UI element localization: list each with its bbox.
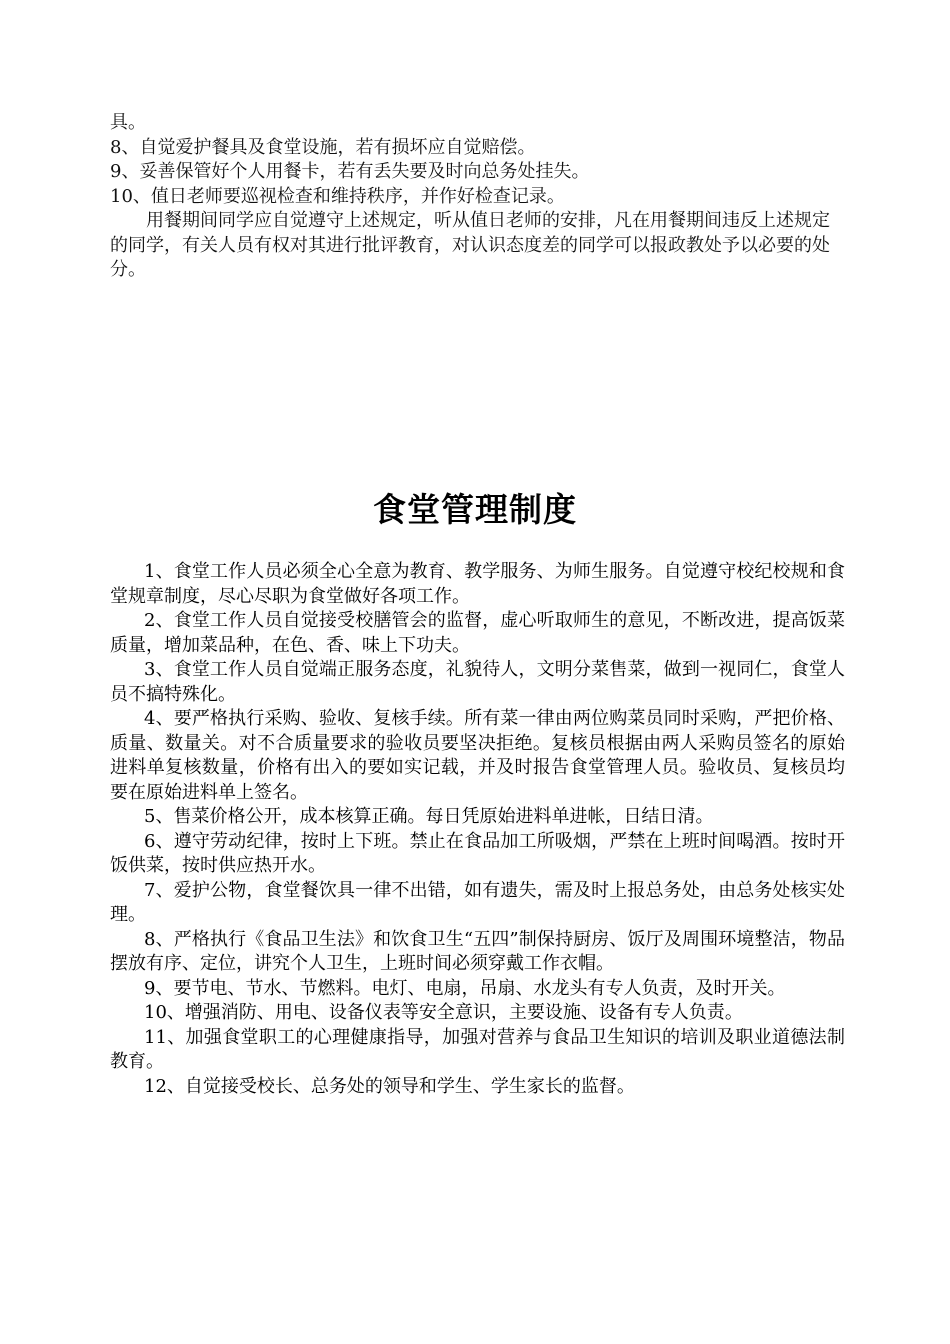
rule-item-5: 5、售菜价格公开，成本核算正确。每日凭原始进料单进帐，日结日清。: [144, 806, 714, 827]
rule-item-4: 4、要严格执行采购、验收、复核手续。所有菜一律由两位购菜员同时采购，严把价格、质量、数量关。对不合质量要求的验收员要坚决拒绝。复核员根据由两人采购员签名的原始进料单复核数量，价格有出入的要如实记载，并及时报告食堂管理人员。验收员、复核员均要在原始进料单上签名。: [110, 708, 845, 803]
previous-rule-9: 9、妥善保管好个人用餐卡，若有丢失要及时向总务处挂失。: [110, 161, 590, 182]
rule-item-9: 9、要节电、节水、节燃料。电灯、电扇，吊扇、水龙头有专人负责，及时开关。: [144, 977, 786, 999]
continuation-line: 具。: [110, 112, 146, 133]
rule-item-8: 8、严格执行《食品卫生法》和饮食卫生“五四”制保持厨房、饭厅及周围环境整洁，物品摆放有序、定位，讲究个人卫生，上班时间必须穿戴工作衣帽。: [110, 928, 845, 974]
rule-item-7: 7、爱护公物，食堂餐饮具一律不出错，如有遗失，需及时上报总务处，由总务处核实处理。: [110, 879, 845, 925]
rule-item-12: 12、自觉接受校长、总务处的领导和学生、学生家长的监督。: [144, 1075, 635, 1097]
rule-item-3: 3、食堂工作人员自觉端正服务态度，礼貌待人，文明分菜售菜，做到一视同仁，食堂人员不搞特殊化。: [110, 659, 845, 705]
page-title: 食堂管理制度: [373, 490, 577, 529]
previous-rule-8: 8、自觉爱护餐具及食堂设施，若有损坏应自觉赔偿。: [110, 136, 536, 158]
closing-paragraph: 用餐期间同学应自觉遵守上述规定，听从值日老师的安排，凡在用餐期间违反上述规定的同学，有关人员有权对其进行批评教育，对认识态度差的同学可以报政教处予以必要的处分。: [110, 210, 830, 280]
rules-list: [110, 560, 845, 1099]
previous-rule-10: 10、值日老师要巡视检查和维持秩序，并作好检查记录。: [110, 185, 565, 207]
rule-item-6: 6、遵守劳动纪律，按时上下班。禁止在食品加工所吸烟，严禁在上班时间喝酒。按时开饭供菜，按时供应热开水。: [110, 830, 845, 876]
rule-item-1: 1、食堂工作人员必须全心全意为教育、教学服务、为师生服务。自觉遵守校纪校规和食堂规章制度，尽心尽职为食堂做好各项工作。: [110, 561, 845, 607]
rule-item-10: 10、增强消防、用电、设备仪表等安全意识，主要设施、设备有专人负责。: [144, 1002, 743, 1023]
previous-rules-continuation: [110, 111, 845, 283]
rule-item-2: 2、食堂工作人员自觉接受校膳管会的监督，虚心听取师生的意见，不断改进，提高饭菜质量，增加菜品种，在色、香、味上下功夫。: [110, 610, 845, 656]
rule-item-11: 11、加强食堂职工的心理健康指导，加强对营养与食品卫生知识的培训及职业道德法制教育。: [110, 1026, 845, 1072]
